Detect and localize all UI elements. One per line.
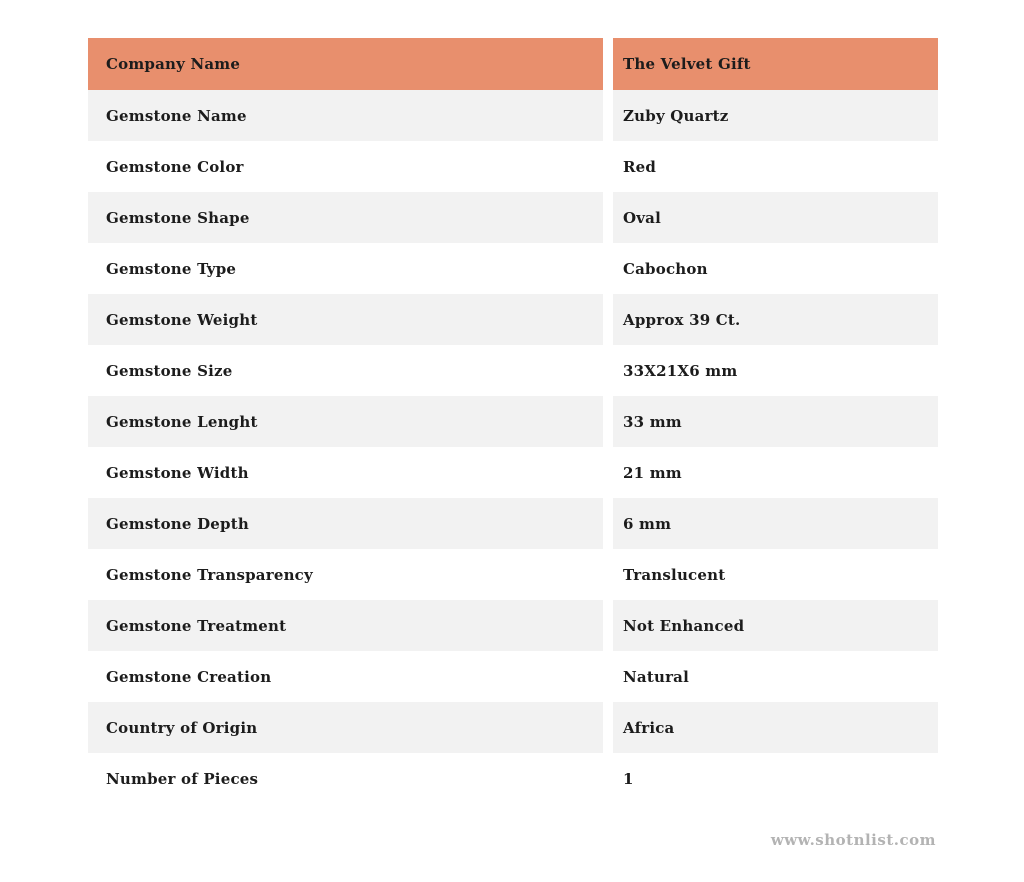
- table-row: [88, 192, 938, 243]
- table-row: [88, 141, 938, 192]
- row-label: Gemstone Color: [88, 141, 603, 192]
- table-row: [88, 447, 938, 498]
- column-gap: [603, 651, 613, 702]
- column-gap: [603, 243, 613, 294]
- row-label: Number of Pieces: [88, 753, 603, 804]
- row-label: Gemstone Transparency: [88, 549, 603, 600]
- column-gap: [603, 294, 613, 345]
- table-row: [88, 549, 938, 600]
- table-row: [88, 294, 938, 345]
- row-label: Gemstone Treatment: [88, 600, 603, 651]
- table-row: [88, 753, 938, 804]
- table-header-row: [88, 38, 938, 90]
- row-value: Natural: [613, 651, 938, 702]
- row-value: 21 mm: [613, 447, 938, 498]
- header-value-cell: The Velvet Gift: [613, 38, 938, 90]
- row-label: Gemstone Size: [88, 345, 603, 396]
- row-value: 6 mm: [613, 498, 938, 549]
- row-label: Country of Origin: [88, 702, 603, 753]
- column-gap: [603, 192, 613, 243]
- column-gap: [603, 141, 613, 192]
- row-value: Translucent: [613, 549, 938, 600]
- row-label: Gemstone Depth: [88, 498, 603, 549]
- table-row: [88, 651, 938, 702]
- gemstone-spec-table: [88, 38, 938, 804]
- table-row: [88, 702, 938, 753]
- row-value: Oval: [613, 192, 938, 243]
- column-gap: [603, 600, 613, 651]
- row-label: Gemstone Lenght: [88, 396, 603, 447]
- row-label: Gemstone Width: [88, 447, 603, 498]
- column-gap: [603, 38, 613, 90]
- column-gap: [603, 498, 613, 549]
- column-gap: [603, 753, 613, 804]
- column-gap: [603, 90, 613, 141]
- row-value: Not Enhanced: [613, 600, 938, 651]
- header-label-cell: Company Name: [88, 38, 603, 90]
- row-label: Gemstone Shape: [88, 192, 603, 243]
- row-value: 33X21X6 mm: [613, 345, 938, 396]
- table-row: [88, 90, 938, 141]
- row-value: Red: [613, 141, 938, 192]
- row-label: Gemstone Weight: [88, 294, 603, 345]
- row-value: Africa: [613, 702, 938, 753]
- table-row: [88, 345, 938, 396]
- table-row: [88, 396, 938, 447]
- table-row: [88, 243, 938, 294]
- column-gap: [603, 702, 613, 753]
- watermark-url: www.shotnlist.com: [770, 831, 936, 849]
- row-value: Cabochon: [613, 243, 938, 294]
- row-value: Zuby Quartz: [613, 90, 938, 141]
- row-label: Gemstone Creation: [88, 651, 603, 702]
- row-value: 33 mm: [613, 396, 938, 447]
- column-gap: [603, 396, 613, 447]
- row-label: Gemstone Type: [88, 243, 603, 294]
- column-gap: [603, 447, 613, 498]
- table-row: [88, 600, 938, 651]
- column-gap: [603, 549, 613, 600]
- column-gap: [603, 345, 613, 396]
- row-value: Approx 39 Ct.: [613, 294, 938, 345]
- row-value: 1: [613, 753, 938, 804]
- table-row: [88, 498, 938, 549]
- row-label: Gemstone Name: [88, 90, 603, 141]
